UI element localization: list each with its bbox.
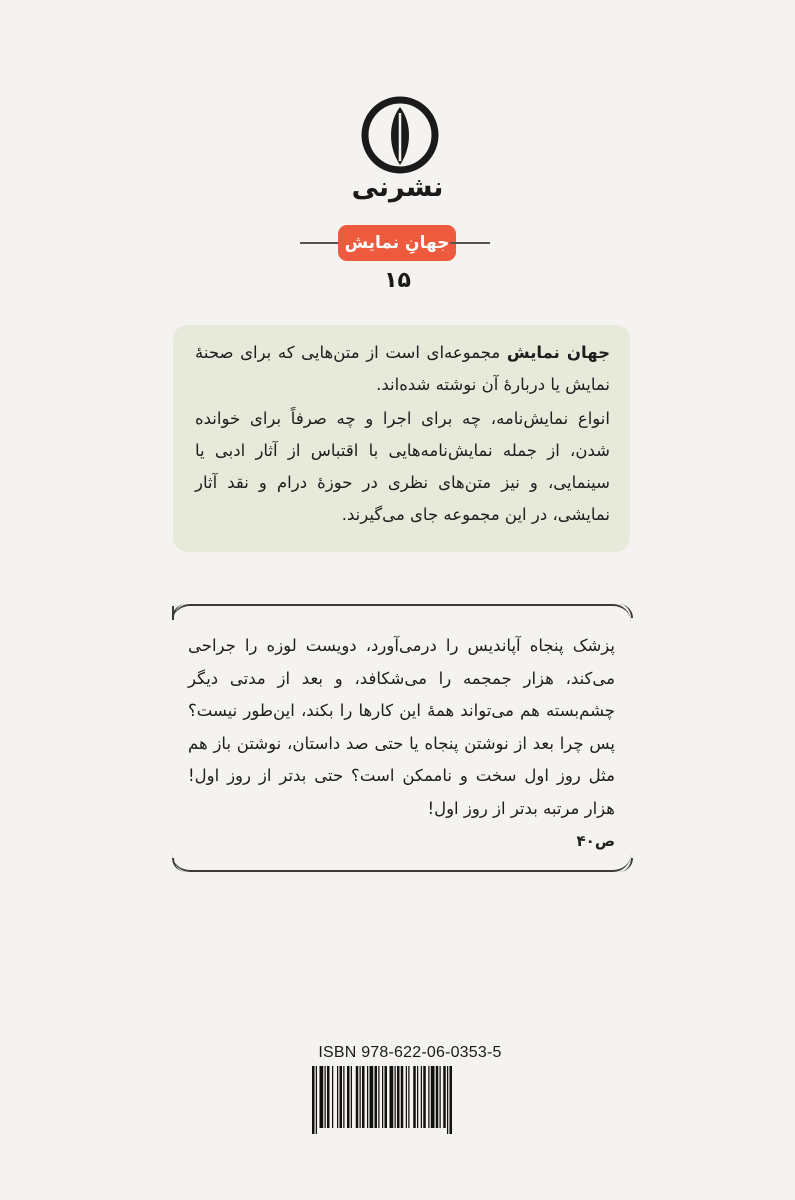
barcode-bar xyxy=(443,1066,446,1128)
barcode-bar xyxy=(362,1066,365,1128)
barcode-bar xyxy=(436,1066,439,1128)
publisher-name: نشرنی xyxy=(351,172,444,203)
barcode-bar xyxy=(347,1066,350,1128)
description-lead: جهان نمایش xyxy=(506,343,610,362)
description-paragraph-2: انواع نمایش‌نامه، چه برای اجرا و چه صرفاً برای خوانده شدن، از جمله نمایش‌نامه‌هایی با اقتباس از آثار ادبی یا سینمایی، و نیز متن‌های نظری در حوزهٔ درام و نقد آثار نمایشی، در این مجموعه جای می‌گیرند. xyxy=(195,409,610,524)
barcode-bar xyxy=(385,1066,388,1128)
series-number: ۱۵ xyxy=(384,268,411,293)
barcode-bar xyxy=(413,1066,416,1128)
barcode-bar xyxy=(340,1066,343,1128)
barcode-bar xyxy=(378,1066,379,1128)
barcode-bar xyxy=(440,1066,441,1128)
barcode-bar xyxy=(327,1066,330,1128)
barcode-bar xyxy=(428,1066,429,1128)
barcode-bar xyxy=(447,1066,448,1134)
barcode-bar xyxy=(370,1066,374,1128)
series-divider-left xyxy=(300,242,340,244)
barcode-bar xyxy=(382,1066,383,1128)
barcode-bar xyxy=(325,1066,326,1128)
barcode-bar xyxy=(343,1066,344,1128)
quote-text: پزشک پنجاه آپاندیس را درمی‌آورد، دویست لوزه را جراحی می‌کند، هزار جمجمه را می‌شکافد، و بعد از مدتی دیگر چشم‌بسته هم می‌تواند همهٔ این کارها را بکند، این‌طور نیست؟ پس چرا بعد از نوشتن پنجاه یا حتی صد داستان، نوشتن باز هم مثل روز اول سخت و ناممکن است؟ حتی بدتر از روز اول! هزار مرتبه بدتر از روز اول! xyxy=(188,636,615,818)
barcode-bar xyxy=(450,1066,453,1134)
barcode-bar xyxy=(401,1066,404,1128)
barcode-bar xyxy=(406,1066,407,1128)
series-divider-right xyxy=(450,242,490,244)
barcode-bar xyxy=(375,1066,378,1128)
barcode-bar xyxy=(351,1066,352,1128)
barcode-bar xyxy=(316,1066,317,1134)
barcode-bar xyxy=(312,1066,315,1134)
barcode-bar xyxy=(337,1066,338,1128)
quote-corner xyxy=(172,858,186,872)
quote-page-reference: ص۴۰ xyxy=(576,832,615,850)
barcode-bar xyxy=(395,1066,396,1128)
barcode-bar xyxy=(367,1066,368,1128)
isbn-barcode xyxy=(311,1066,501,1134)
isbn-label: ISBN 978-622-06-0353-5 xyxy=(318,1044,502,1061)
ney-leaf-logo-icon xyxy=(360,95,440,175)
barcode-bar xyxy=(408,1066,409,1128)
quote-corner xyxy=(619,604,633,618)
barcode-bar xyxy=(390,1066,394,1128)
barcode-bar xyxy=(332,1066,333,1128)
barcode-bar xyxy=(356,1066,359,1128)
barcode-bar xyxy=(397,1066,400,1128)
barcode-bar xyxy=(360,1066,361,1128)
barcode-bar xyxy=(417,1066,418,1128)
barcode-bar xyxy=(421,1066,422,1128)
series-badge xyxy=(300,225,490,261)
description-paragraph-1 xyxy=(195,337,610,401)
barcode-bar xyxy=(431,1066,435,1128)
quote-corner xyxy=(619,858,633,872)
description-first-rest: مجموعه‌ای است از متن‌هایی که برای صحنهٔ نمایش یا دربارهٔ آن نوشته شده‌اند. xyxy=(195,343,610,394)
barcode-bar xyxy=(423,1066,426,1128)
series-description-box xyxy=(173,325,630,552)
barcode-bar xyxy=(320,1066,324,1128)
series-name: جهانِ نمایش xyxy=(338,225,456,261)
